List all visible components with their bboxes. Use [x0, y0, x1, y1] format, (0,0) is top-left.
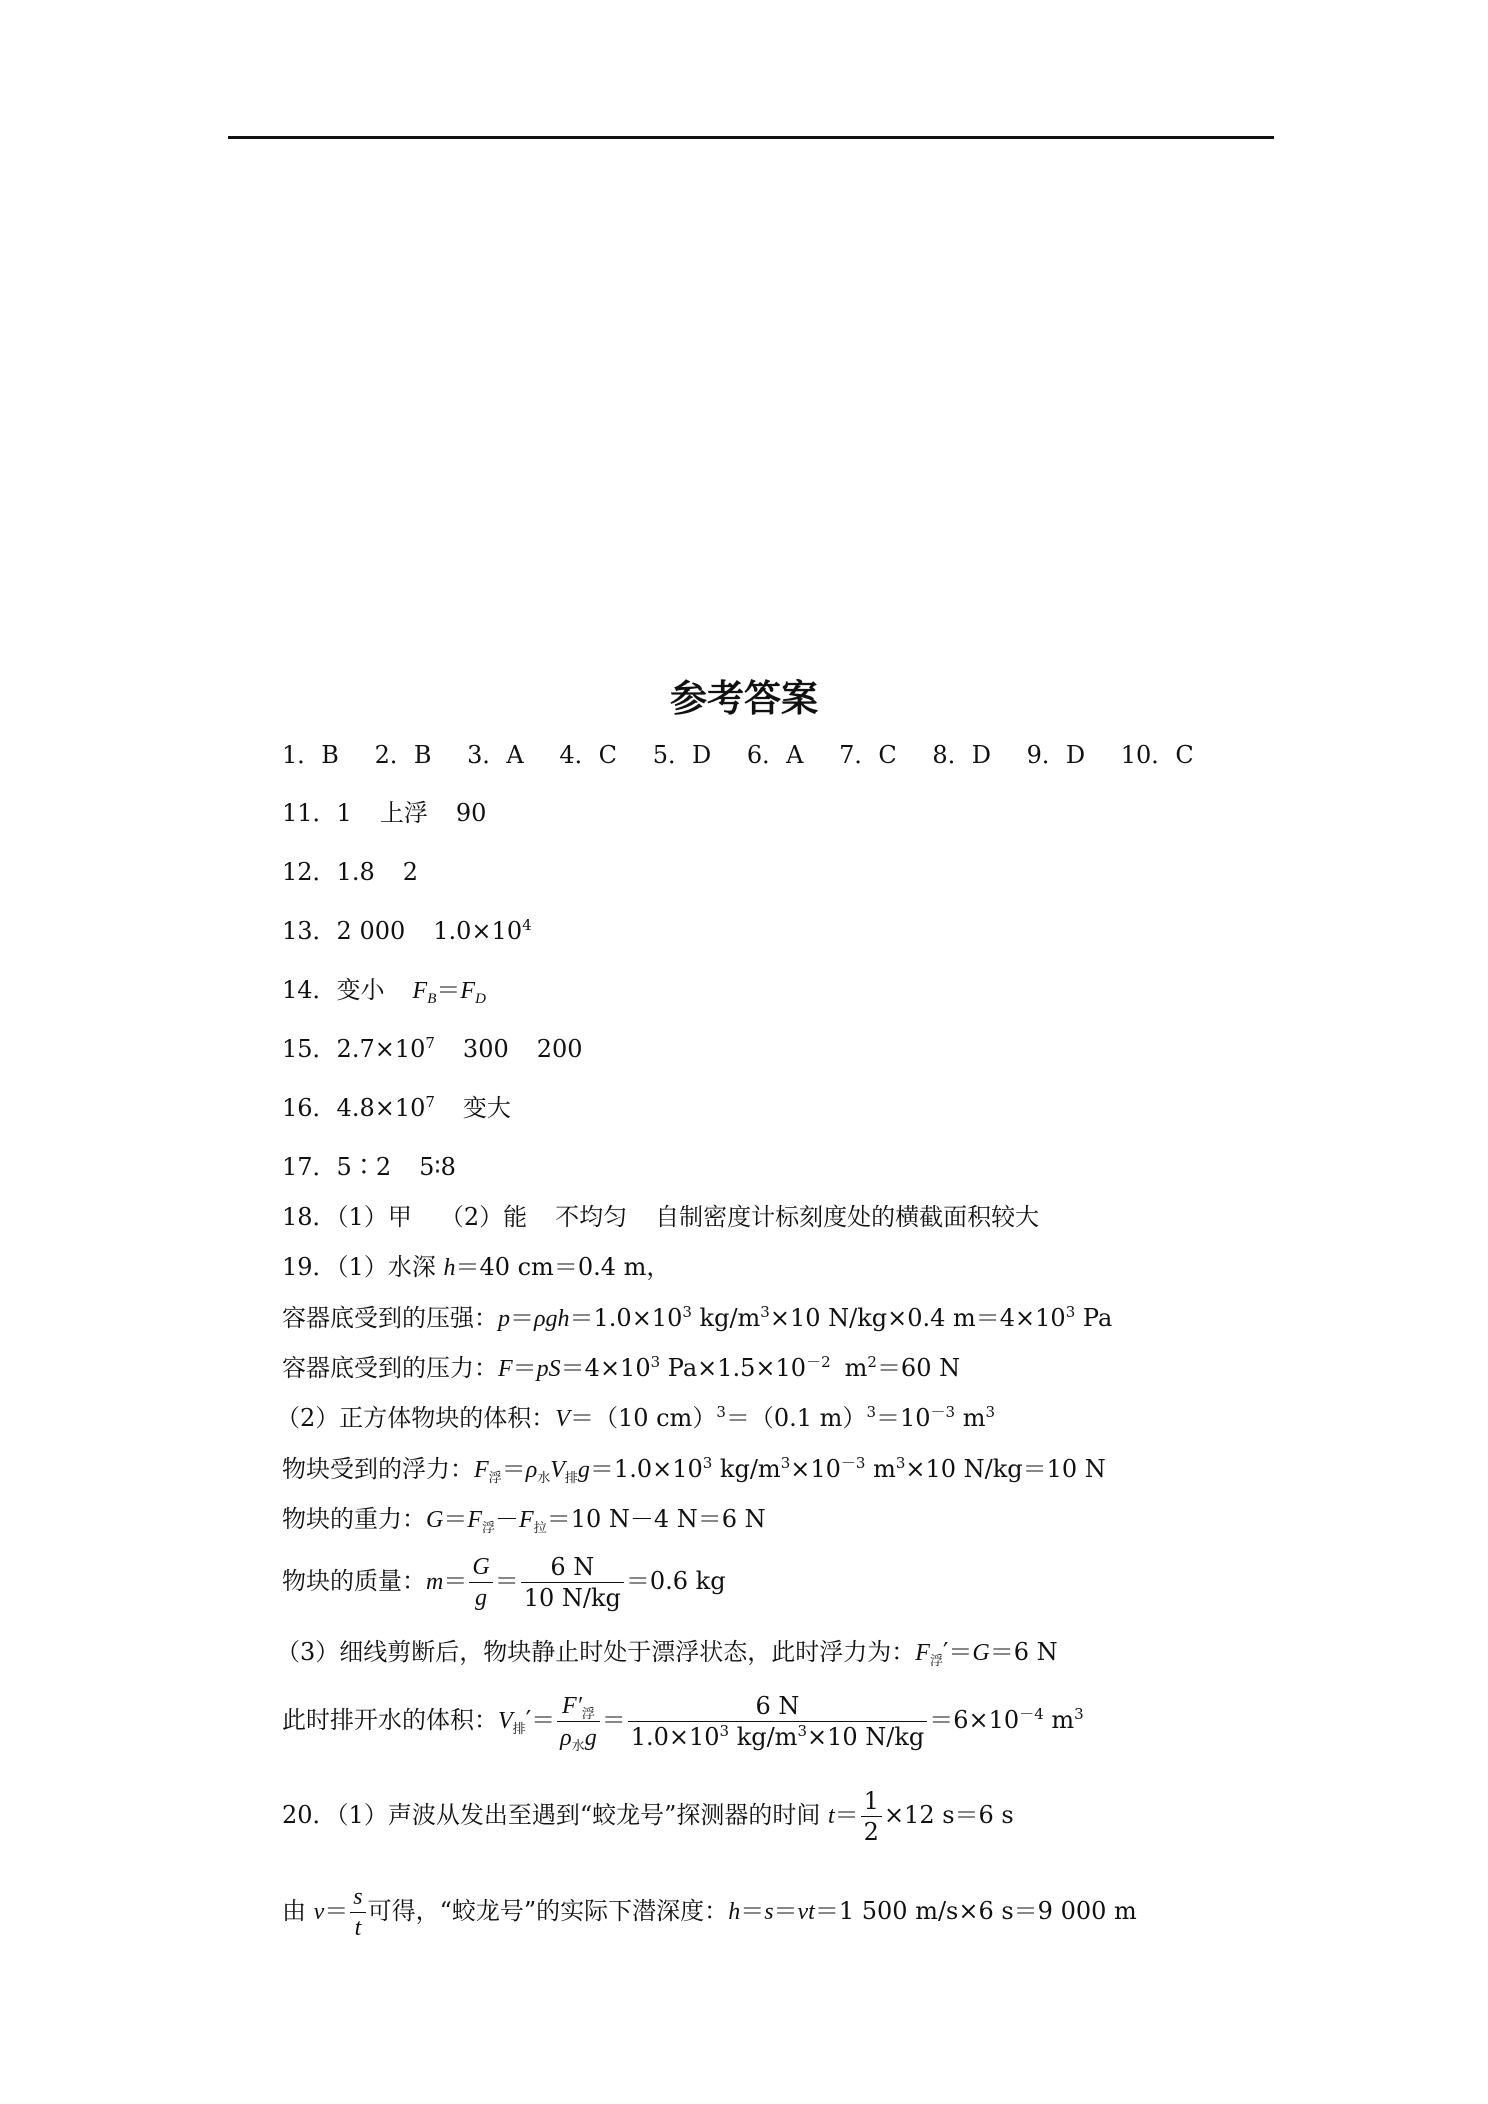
page-title: 参考答案	[670, 677, 818, 720]
fraction-speed: $\frac{s}{t}$	[350, 1882, 365, 1943]
answer-12: 12．1.8 2	[282, 858, 418, 886]
answer-18: 18．（1）甲 （2）能 不均匀 自制密度计标刻度处的横截面积较大	[282, 1203, 1040, 1231]
fraction-buoyancy: $\frac{F'_浮}{\rho_水g}$	[557, 1690, 600, 1753]
mc-item: 6．A	[746, 741, 804, 769]
answer-19-line-9: 此时排开水的体积：$V_排'=$ $\frac{F'_浮}{\rho_水g}$ ＝ $\frac{6 N}{1.0\times 10^3 kg/m^3\times 10 N/kg}$ $=6\times 10^{-4}$ $m^3$	[282, 1692, 1084, 1754]
answer-15: 15．$2.7\times 10^7$ 300 200	[282, 1034, 583, 1063]
answer-19-line-6: 物块的重力：$G=F_浮-F_拉=10$ N－4 N＝6 N	[282, 1505, 766, 1536]
answer-19-line-7: 物块的质量：m＝ $\frac{G}{g}$ ＝ $\frac{6 N}{10 N/kg}$ ＝0.6 kg	[282, 1553, 726, 1612]
answer-14: 14．变小 $F_B=F_D$	[282, 976, 486, 1007]
answer-13: 13．2 000 $1.0\times 10^4$	[282, 916, 532, 945]
answer-11: 11．1 上浮 90	[282, 799, 487, 827]
answer-16: 16．$4.8\times 10^7$ 变大	[282, 1093, 511, 1122]
answer-19-line-5: 物块受到的浮力：$F_浮=\rho_水V_排g=1.0\times 10^3$ $kg/m^3\times 10^{-3}$ $m^3\times 10$ N/kg＝10 N	[282, 1454, 1106, 1486]
mc-item: 4．C	[559, 741, 618, 769]
answer-17: 17．5∶2 5∶8	[282, 1153, 456, 1181]
mc-item: 8．D	[932, 741, 991, 769]
mc-item: 3．A	[467, 741, 524, 769]
mc-answers	[282, 740, 1194, 770]
fraction-g: $\frac{G}{g}$	[469, 1552, 492, 1613]
answer-19-line-8: （3）细线剪断后，物块静止时处于漂浮状态，此时浮力为：$F_浮'=G=6$ N	[276, 1638, 1058, 1669]
answer-19-line-2: 容器底受到的压强：$p=\rho gh=1.0\times 10^3$ $kg/m^3\times 10$ N/kg×0.4 $m=4\times 10^3$ Pa	[282, 1303, 1113, 1332]
mc-item: 2．B	[374, 741, 432, 769]
answer-19-line-4: （2）正方体物块的体积：V＝（10 cm）$^3$＝（0.1 $m)^3=10^{-3}$ $m^3$	[276, 1403, 996, 1432]
answer-19-line-1: 19．（1）水深 h＝40 cm＝0.4 m，	[282, 1253, 671, 1281]
fraction-mass: $\frac{6 N}{10 N/kg}$	[521, 1552, 624, 1613]
header-rule	[228, 136, 1274, 139]
answer-20-line-1: 20．（1）声波从发出至遇到“蛟龙号”探测器的时间 t＝ $\frac{1}{2}$ ×12 s＝6 s	[282, 1787, 1014, 1846]
answer-20-line-2: 由 v＝ $\frac{s}{t}$ 可得，“蛟龙号”的实际下潜深度：h＝s＝vt＝1 500 m/s×6 s＝9 000 m	[282, 1884, 1137, 1941]
mc-item: 10．C	[1120, 741, 1194, 769]
mc-item: 7．C	[839, 741, 897, 769]
fraction-volume: $\frac{6 N}{1.0\times 10^3 kg/m^3\times 10 N/kg}$	[628, 1691, 928, 1752]
mc-item: 5．D	[652, 741, 712, 769]
fraction-half: $\frac{1}{2}$	[861, 1786, 882, 1847]
mc-item: 9．D	[1026, 741, 1086, 769]
answer-19-line-3: 容器底受到的压力：$F=pS=4\times 10^3$ $Pa\times 1.5\times 10^{-2}$ $m^2=60$ N	[282, 1353, 961, 1382]
mc-item: 1．B	[282, 741, 339, 769]
